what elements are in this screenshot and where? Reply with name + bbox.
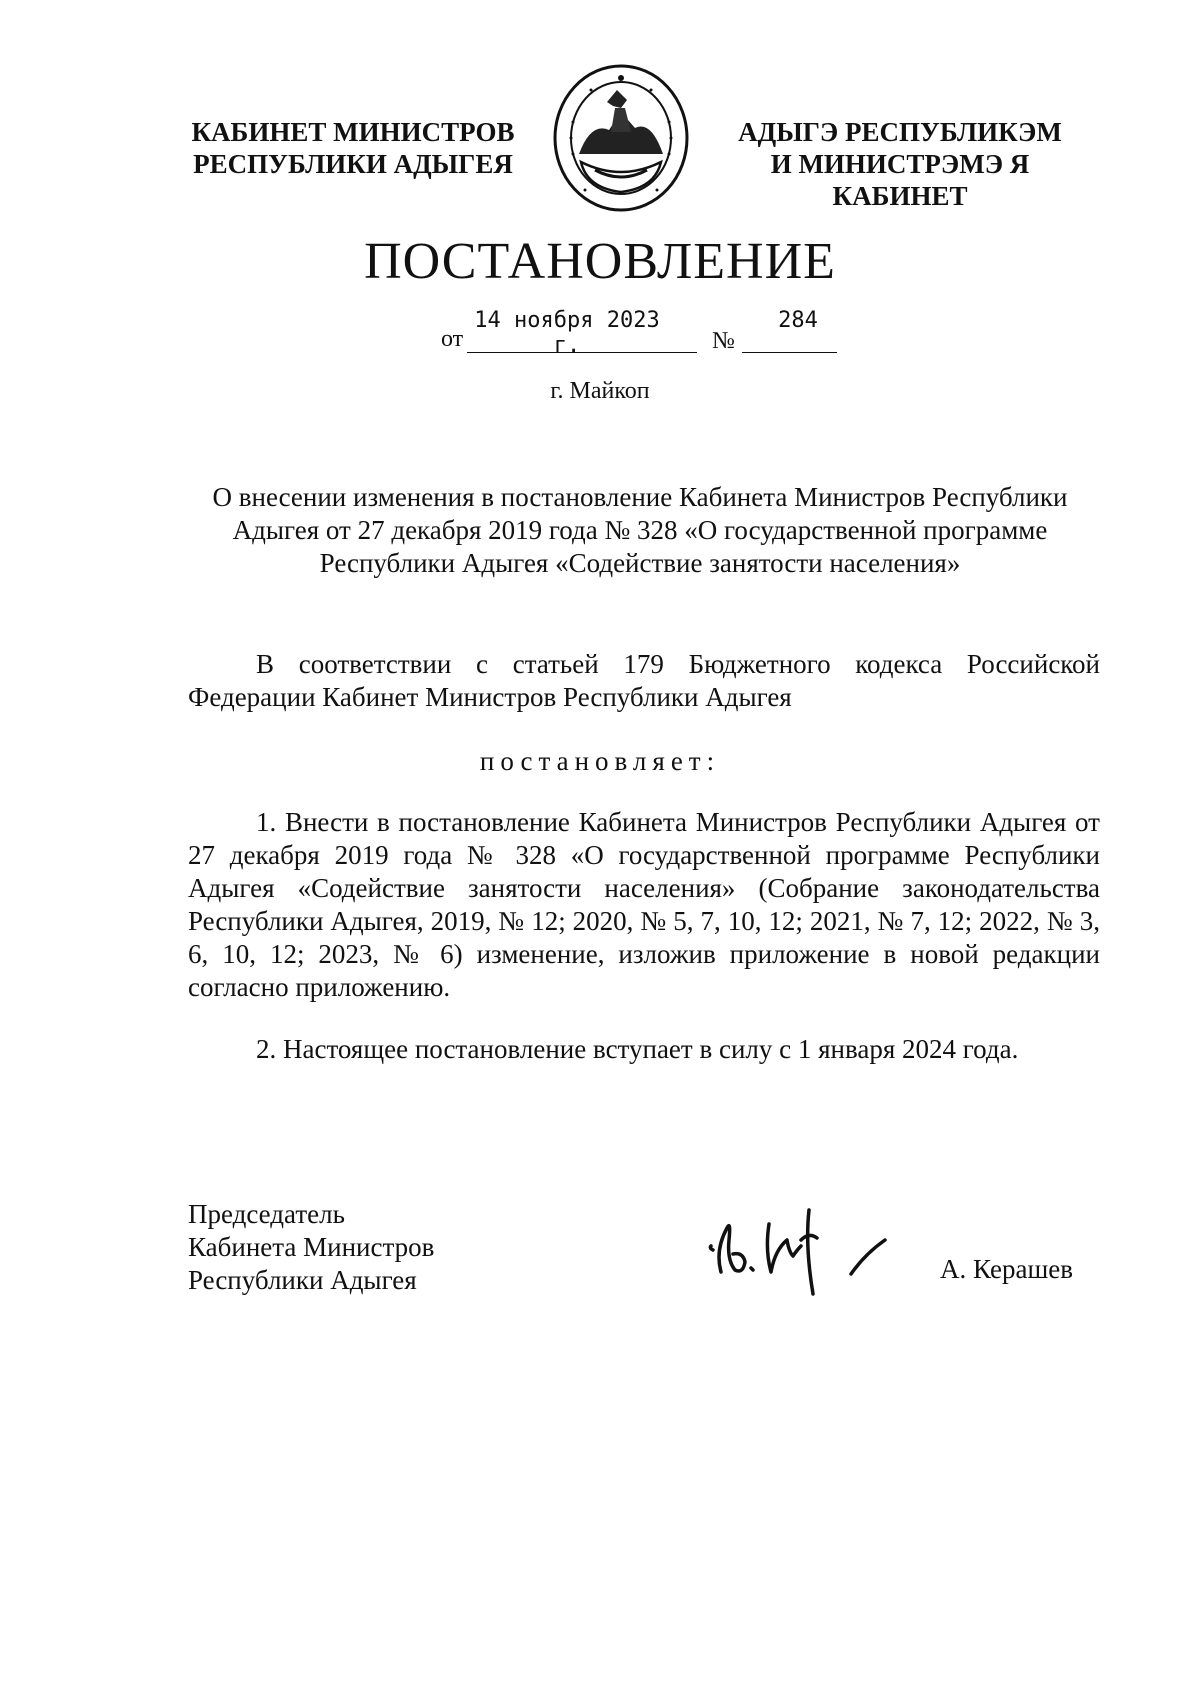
coat-of-arms-emblem [551, 62, 691, 214]
header-right-line2: И МИНИСТРЭМЭ Я КАБИНЕТ [770, 149, 1030, 211]
date-prefix: от [441, 326, 464, 352]
number-prefix: № [712, 328, 735, 354]
document-number: 284 [778, 308, 818, 333]
number-underline [742, 352, 837, 353]
header-right-org [700, 116, 1100, 212]
item-2-paragraph: 2. Настоящее постановление вступает в силу с 1 января 2024 года. [256, 1034, 1019, 1064]
header-right-line1: АДЫГЭ РЕСПУБЛИКЭМ [738, 117, 1062, 147]
signatory-title-line2: Кабинета Министров [188, 1232, 435, 1262]
city-name: г. Майкоп [550, 378, 650, 404]
decree-word: постановляет: [479, 746, 721, 776]
header-left-line1: КАБИНЕТ МИНИСТРОВ [191, 117, 515, 147]
signatory-name: А. Керашев [940, 1254, 1073, 1284]
signatory-title-line1: Председатель [188, 1199, 345, 1229]
preamble-paragraph: В соответствии с статьей 179 Бюджетного кодекса Российской Федерации Кабинет Министров Республики Адыгея [188, 649, 1100, 712]
signatory-title-line3: Республики Адыгея [188, 1265, 417, 1295]
signatory-title [188, 1198, 508, 1297]
document-subject: О внесении изменения в постановление Кабинета Министров Республики Адыгея от 27 декабря 2019 года № 328 «О государственной программе Республики Адыгея «Содействие занятости населения» [212, 482, 1068, 578]
header-left-line2: РЕСПУБЛИКИ АДЫГЕЯ [193, 149, 513, 179]
document-title: ПОСТАНОВЛЕНИЕ [364, 233, 836, 290]
date-underline [467, 352, 697, 353]
date-number-row [0, 308, 1200, 358]
header-left-org [188, 116, 518, 180]
handwritten-signature [705, 1190, 905, 1300]
document-date: 14 ноября 2023 г. [474, 308, 660, 358]
item-1-paragraph: 1. Внести в постановление Кабинета Министров Республики Адыгея от 27 декабря 2019 года № 328 «О государственной программе Республики Адыгея «Содействие занятости населения» (Собрание законодательства Республики Адыгея, 2019, № 12; 2020, № 5, 7, 10, 12; 2021, № 7, 12; 2022, № 3, 6, 10, 12; 2023, № 6) изменение, изложив приложение в новой редакции согласно приложению. [188, 807, 1100, 1002]
